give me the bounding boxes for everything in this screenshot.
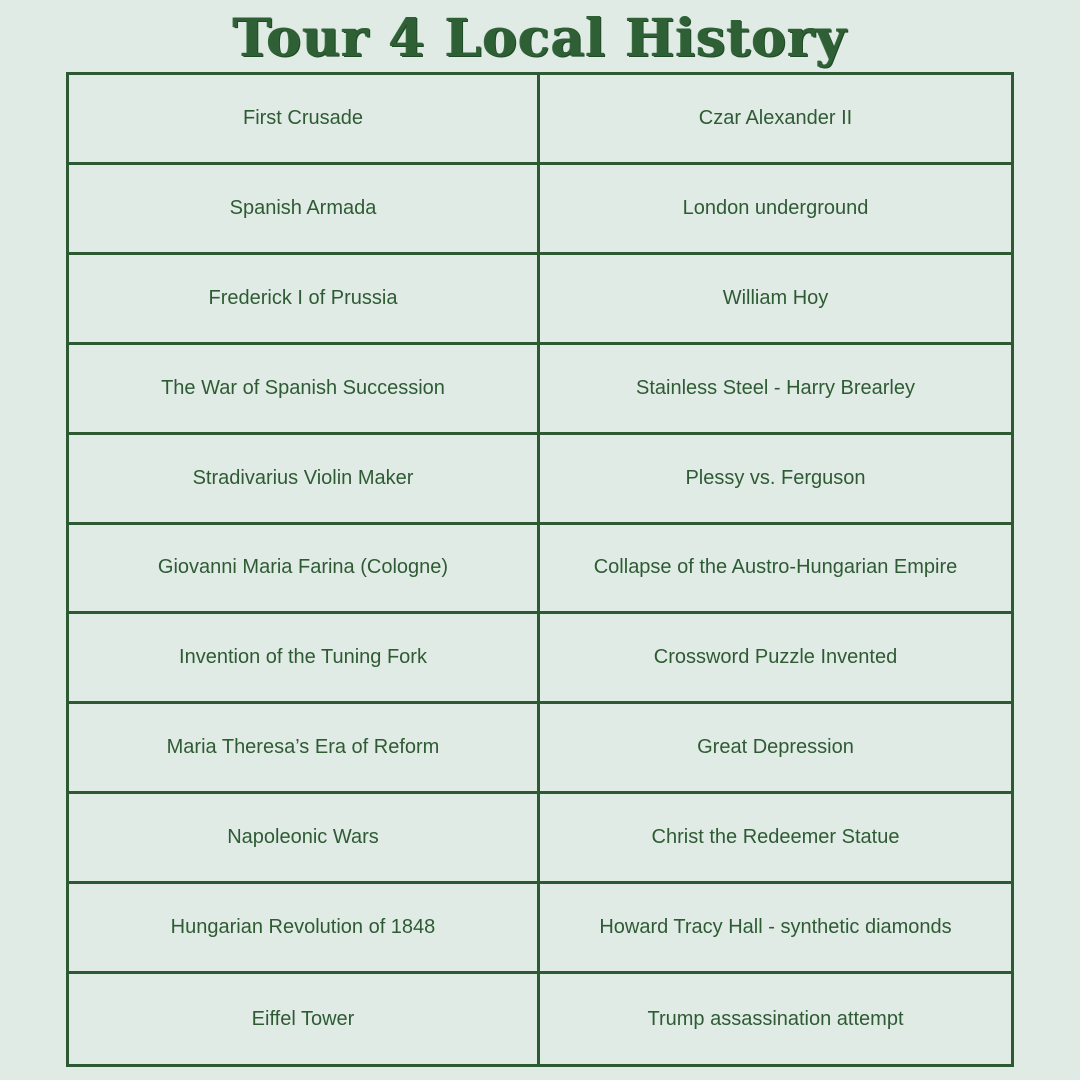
table-cell-left: Frederick I of Prussia <box>69 255 540 345</box>
table-cell-left: Maria Theresa’s Era of Reform <box>69 704 540 794</box>
table-cell-left: Stradivarius Violin Maker <box>69 435 540 525</box>
table-cell-left: Eiffel Tower <box>69 974 540 1064</box>
table-cell-left: The War of Spanish Succession <box>69 345 540 435</box>
table-cell-right: Great Depression <box>540 704 1011 794</box>
table-cell-left: Spanish Armada <box>69 165 540 255</box>
table-cell-right: Czar Alexander II <box>540 75 1011 165</box>
table-cell-right: Trump assassination attempt <box>647 1007 904 1030</box>
table-cell-right: Stainless Steel - Harry Brearley <box>540 345 1011 435</box>
table-cell-right: Christ the Redeemer Statue <box>540 794 1011 884</box>
table-cell-right: London underground <box>540 165 1011 255</box>
history-table <box>66 72 1014 1067</box>
table-cell-left: Giovanni Maria Farina (Cologne) <box>69 525 540 615</box>
table-cell-right: Howard Tracy Hall - synthetic diamonds <box>540 884 1011 974</box>
table-cell-left: Hungarian Revolution of 1848 <box>69 884 540 974</box>
table-cell-left: Invention of the Tuning Fork <box>69 614 540 704</box>
table-cell-right: William Hoy <box>540 255 1011 345</box>
table-cell-right: Crossword Puzzle Invented <box>540 614 1011 704</box>
page-title: Tour 4 Local History <box>233 8 847 69</box>
table-cell-left: First Crusade <box>69 75 540 165</box>
table-cell-left: Napoleonic Wars <box>69 794 540 884</box>
table-cell-right: Plessy vs. Ferguson <box>540 435 1011 525</box>
table-cell-right: Collapse of the Austro-Hungarian Empire <box>540 525 1011 615</box>
